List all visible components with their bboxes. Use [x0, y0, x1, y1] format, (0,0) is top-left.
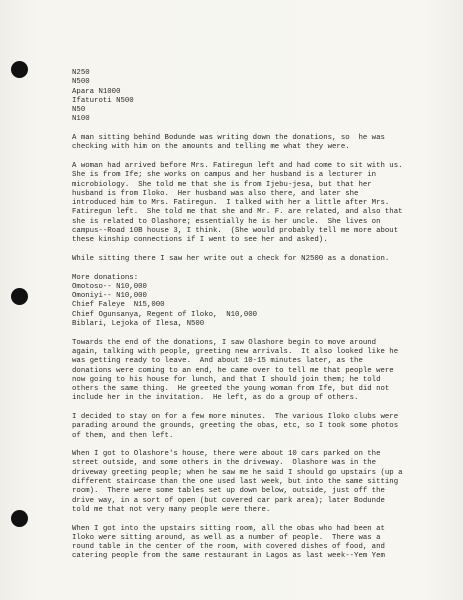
paragraph-gap: [72, 515, 452, 524]
text-line: Omoniyi-- N10,000: [72, 292, 147, 301]
paragraph-gap: [72, 125, 452, 134]
text-line: Chief Ogunsanya, Regent of Iloko, N10,000: [72, 310, 258, 319]
text-line: Omotoso-- N10,000: [72, 282, 147, 291]
text-line: told me that not very many people were there.: [72, 505, 271, 514]
text-line: Fatiregun left. She told me that she and Mr. F. are related, and also that: [72, 208, 403, 217]
text-line: include her in the invitation. He left, as do a group of others.: [72, 394, 359, 403]
text-line: checking with him on the amounts and telling me what they were.: [72, 143, 350, 152]
text-line: N50: [72, 106, 86, 115]
text-line: was getting ready to leave. And about 10-15 minutes later, as the: [72, 357, 363, 366]
paragraph-gap: [72, 404, 452, 413]
text-line: Towards the end of the donations, I saw Olashore begin to move around: [72, 338, 377, 347]
text-line: these kinship connections if I went to see her and asked).: [72, 236, 328, 245]
text-line: A woman had arrived before Mrs. Fatiregun left and had come to sit with us.: [72, 161, 403, 170]
paragraph-gap: [72, 264, 452, 273]
text-line: N100: [72, 115, 90, 124]
binder-hole: [11, 510, 28, 527]
text-line: now going to his house for lunch, and that I should join them; he told: [72, 375, 381, 384]
text-line: N250: [72, 69, 90, 77]
text-line: She is from Ife; she works on campus and her husband is a lecturer in: [72, 171, 377, 180]
typed-field-notes: [72, 69, 452, 562]
text-line: More donations:: [72, 273, 139, 282]
text-line: drive way, in a sort of open (but covered car park area); later Bodunde: [72, 496, 385, 505]
text-line: Biblari, Lejoka of Ilesa, N500: [72, 320, 205, 329]
text-line: I decided to stay on for a few more minutes. The various Iloko clubs were: [72, 412, 399, 421]
paragraph-gap: [72, 329, 452, 338]
text-line: again, talking with people, greeting new arrivals. It also looked like he: [72, 347, 399, 356]
text-line: campus--Road 10B house 3, I think. (She would probably tell me more about: [72, 227, 399, 236]
paragraph-gap: [72, 441, 452, 450]
text-line: introduced him to Mrs. Fatiregun. I talked with her a little after Mrs.: [72, 199, 390, 208]
text-line: donations were coming to an end, he came over to tell me that people were: [72, 366, 394, 375]
text-line: husband is from Iloko. Her husband was also there, and later she: [72, 189, 359, 198]
binder-hole: [11, 288, 28, 305]
paragraph-gap: [72, 153, 452, 162]
text-line: Chief Faleye N15,000: [72, 301, 165, 310]
binder-hole: [11, 61, 28, 78]
text-line: driveway greeting people; when he saw me he said I should go upstairs (up a: [72, 468, 403, 477]
text-line: others the same thing. He greeted the young woman from Ife, but did not: [72, 385, 390, 394]
text-line: Apara N1000: [72, 87, 121, 96]
text-line: Iloko were sitting around, as well as a number of people. There was a: [72, 533, 381, 542]
text-line: parading around the grounds, greeting the obas, etc, so I took some photos: [72, 422, 399, 431]
text-line: catering people from the same restaurant in Lagos as last week--Yem Yem: [72, 552, 385, 561]
text-line: different staircase than the one used last week, but into the same sitting: [72, 478, 399, 487]
text-line: room). There were some tables set up down below, outside, just off the: [72, 487, 385, 496]
text-line: N500: [72, 78, 90, 87]
text-line: A man sitting behind Bodunde was writing down the donations, so he was: [72, 134, 385, 143]
text-line: When I got into the upstairs sitting room, all the obas who had been at: [72, 524, 385, 533]
text-line: street outside, and some others in the driveway. Olashore was in the: [72, 459, 377, 468]
paragraph-gap: [72, 246, 452, 255]
text-line: When I got to Olashore's house, there were about 10 cars parked on the: [72, 450, 381, 459]
text-line: she is related to Olashore; essentially he is her uncle. She lives on: [72, 217, 381, 226]
text-line: of them, and then left.: [72, 431, 174, 440]
text-line: microbiology. She told me that she is from Ijebu-jesa, but that her: [72, 180, 372, 189]
text-line: round table in the center of the room, with covered dishes of food, and: [72, 543, 385, 552]
text-line: While sitting there I saw her write out a check for N2500 as a donation.: [72, 254, 390, 263]
text-line: Ifaturoti N500: [72, 96, 134, 105]
